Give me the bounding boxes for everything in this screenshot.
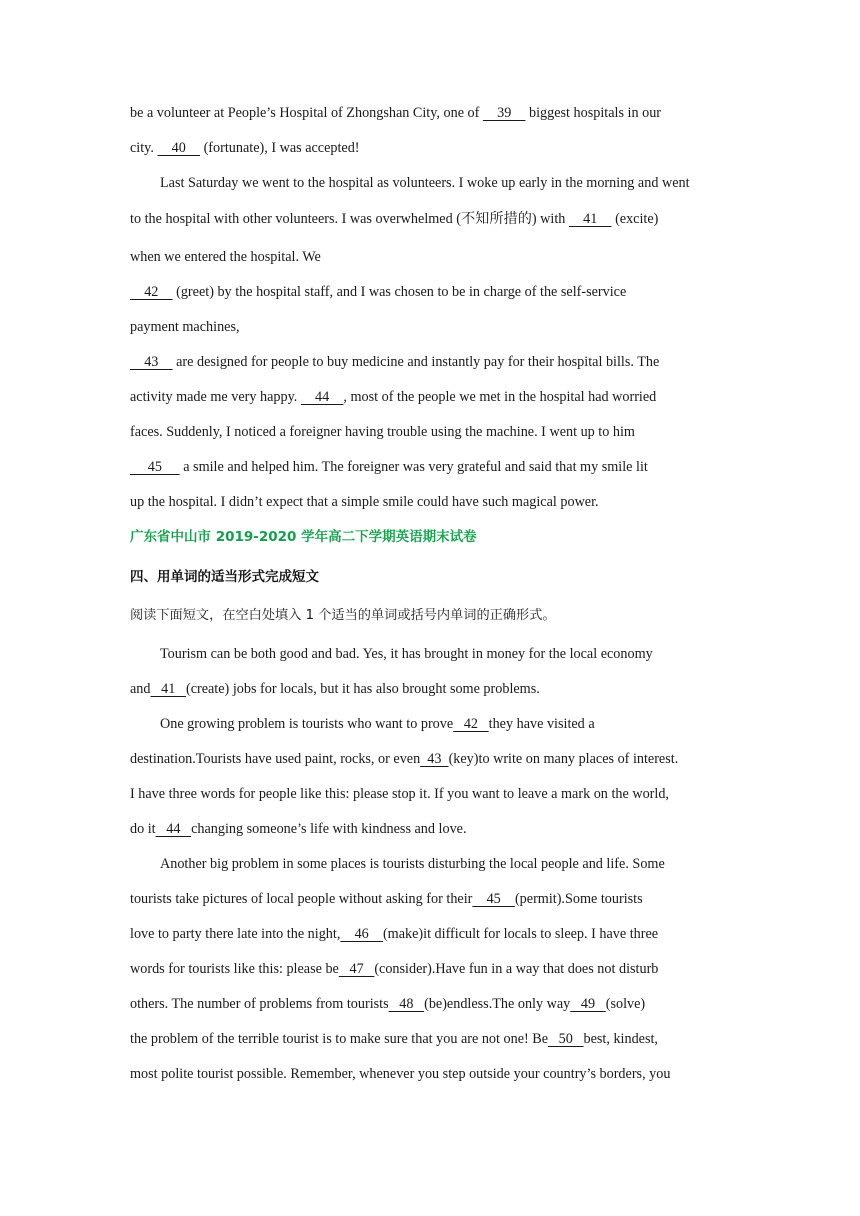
text: love to party there late into the night, xyxy=(130,926,341,942)
p2-line-6 xyxy=(130,819,467,839)
text: others. The number of problems from tourists xyxy=(130,996,389,1012)
p1-line-9 xyxy=(130,387,656,407)
text: changing someone’s life with kindness and love. xyxy=(191,821,467,837)
section-heading: 四、用单词的适当形式完成短文 xyxy=(130,569,319,585)
blank-41b[interactable]: 41 xyxy=(150,681,186,697)
p1-line-12: up the hospital. I didn’t expect that a simple smile could have such magical power. xyxy=(130,494,599,510)
p2-line-9 xyxy=(130,924,658,944)
text: , most of the people we met in the hospital had worried xyxy=(343,389,657,405)
blank-42[interactable]: 42 xyxy=(130,284,173,300)
text: (create) jobs for locals, but it has also brought some problems. xyxy=(185,681,540,697)
p2-line-5: I have three words for people like this: please stop it. If you want to leave a mark on the world, xyxy=(130,786,669,802)
blank-48[interactable]: 48 xyxy=(388,996,425,1012)
blank-39[interactable]: 39 xyxy=(482,105,526,121)
text: activity made me very happy. xyxy=(130,389,301,405)
text: do it xyxy=(130,821,156,837)
p2-line-13: most polite tourist possible. Remember, whenever you step outside your country’s borders, you xyxy=(130,1066,671,1082)
p2-line-8 xyxy=(130,889,643,909)
blank-42b[interactable]: 42 xyxy=(453,716,489,732)
p1-line-7: payment machines, xyxy=(130,319,240,335)
text: (consider).Have fun in a way that does not disturb xyxy=(374,961,659,977)
p1-line-6 xyxy=(130,282,626,302)
blank-45b[interactable]: 45 xyxy=(472,891,515,907)
text: destination.Tourists have used paint, rocks, or even xyxy=(130,751,421,767)
text: to the hospital with other volunteers. I was overwhelmed (不知所措的) with xyxy=(130,211,569,227)
instruction: 阅读下面短文，在空白处填入 1 个适当的单词或括号内单词的正确形式。 xyxy=(130,608,556,623)
p1-line-11 xyxy=(130,457,648,477)
text: best, kindest, xyxy=(583,1031,658,1047)
text: a smile and helped him. The foreigner was very grateful and said that my smile lit xyxy=(179,459,648,475)
p2-line-7: Another big problem in some places is tourists disturbing the local people and life. Some xyxy=(160,856,665,872)
text: they have visited a xyxy=(488,716,595,732)
p2-line-10 xyxy=(130,959,658,979)
blank-43[interactable]: 43 xyxy=(130,354,173,370)
p1-line-3: Last Saturday we went to the hospital as volunteers. I woke up early in the morning and went xyxy=(160,175,690,191)
blank-47[interactable]: 47 xyxy=(338,961,375,977)
p2-line-1: Tourism can be both good and bad. Yes, it has brought in money for the local economy xyxy=(160,646,653,662)
text: (greet) by the hospital staff, and I was chosen to be in charge of the self-service xyxy=(172,284,627,300)
text: city. xyxy=(130,140,158,156)
blank-44[interactable]: 44 xyxy=(300,389,344,405)
p1-line-1 xyxy=(130,103,661,123)
text: One growing problem is tourists who want to prove xyxy=(160,716,454,732)
text: and xyxy=(130,681,151,697)
text: (be)endless.The only way xyxy=(424,996,571,1012)
text: (make)it difficult for locals to sleep. I have three xyxy=(382,926,659,942)
text: words for tourists like this: please be xyxy=(130,961,339,977)
blank-40[interactable]: 40 xyxy=(157,140,201,156)
blank-50[interactable]: 50 xyxy=(548,1031,584,1047)
p2-line-2 xyxy=(130,679,540,699)
text: are designed for people to buy medicine and instantly pay for their hospital bills. The xyxy=(172,354,660,370)
p1-line-5: when we entered the hospital. We xyxy=(130,249,321,265)
text: (fortunate), I was accepted! xyxy=(200,140,360,156)
p2-line-11 xyxy=(130,994,645,1014)
p2-line-3 xyxy=(160,714,595,734)
text: the problem of the terrible tourist is to make sure that you are not one! Be xyxy=(130,1031,549,1047)
text: (excite) xyxy=(611,211,659,227)
p1-line-4 xyxy=(130,209,658,229)
text: biggest hospitals in our xyxy=(525,105,662,121)
source-title: 广东省中山市 2019-2020 学年高二下学期英语期末试卷 xyxy=(130,529,477,545)
p2-line-12 xyxy=(130,1029,658,1049)
blank-41[interactable]: 41 xyxy=(568,211,612,227)
p1-line-10: faces. Suddenly, I noticed a foreigner having trouble using the machine. I went up to him xyxy=(130,424,635,440)
p1-line-8 xyxy=(130,352,659,372)
text: (permit).Some tourists xyxy=(514,891,643,907)
blank-45[interactable]: 45 xyxy=(130,459,180,475)
p2-line-4 xyxy=(130,749,678,769)
blank-49[interactable]: 49 xyxy=(570,996,606,1012)
p1-line-2 xyxy=(130,138,360,158)
text: (key)to write on many places of interest. xyxy=(448,751,679,767)
text: tourists take pictures of local people without asking for their xyxy=(130,891,473,907)
text: (solve) xyxy=(605,996,646,1012)
text: be a volunteer at People’s Hospital of Zhongshan City, one of xyxy=(130,105,483,121)
blank-46[interactable]: 46 xyxy=(340,926,383,942)
blank-44b[interactable]: 44 xyxy=(155,821,192,837)
blank-43b[interactable]: 43 xyxy=(420,751,449,767)
